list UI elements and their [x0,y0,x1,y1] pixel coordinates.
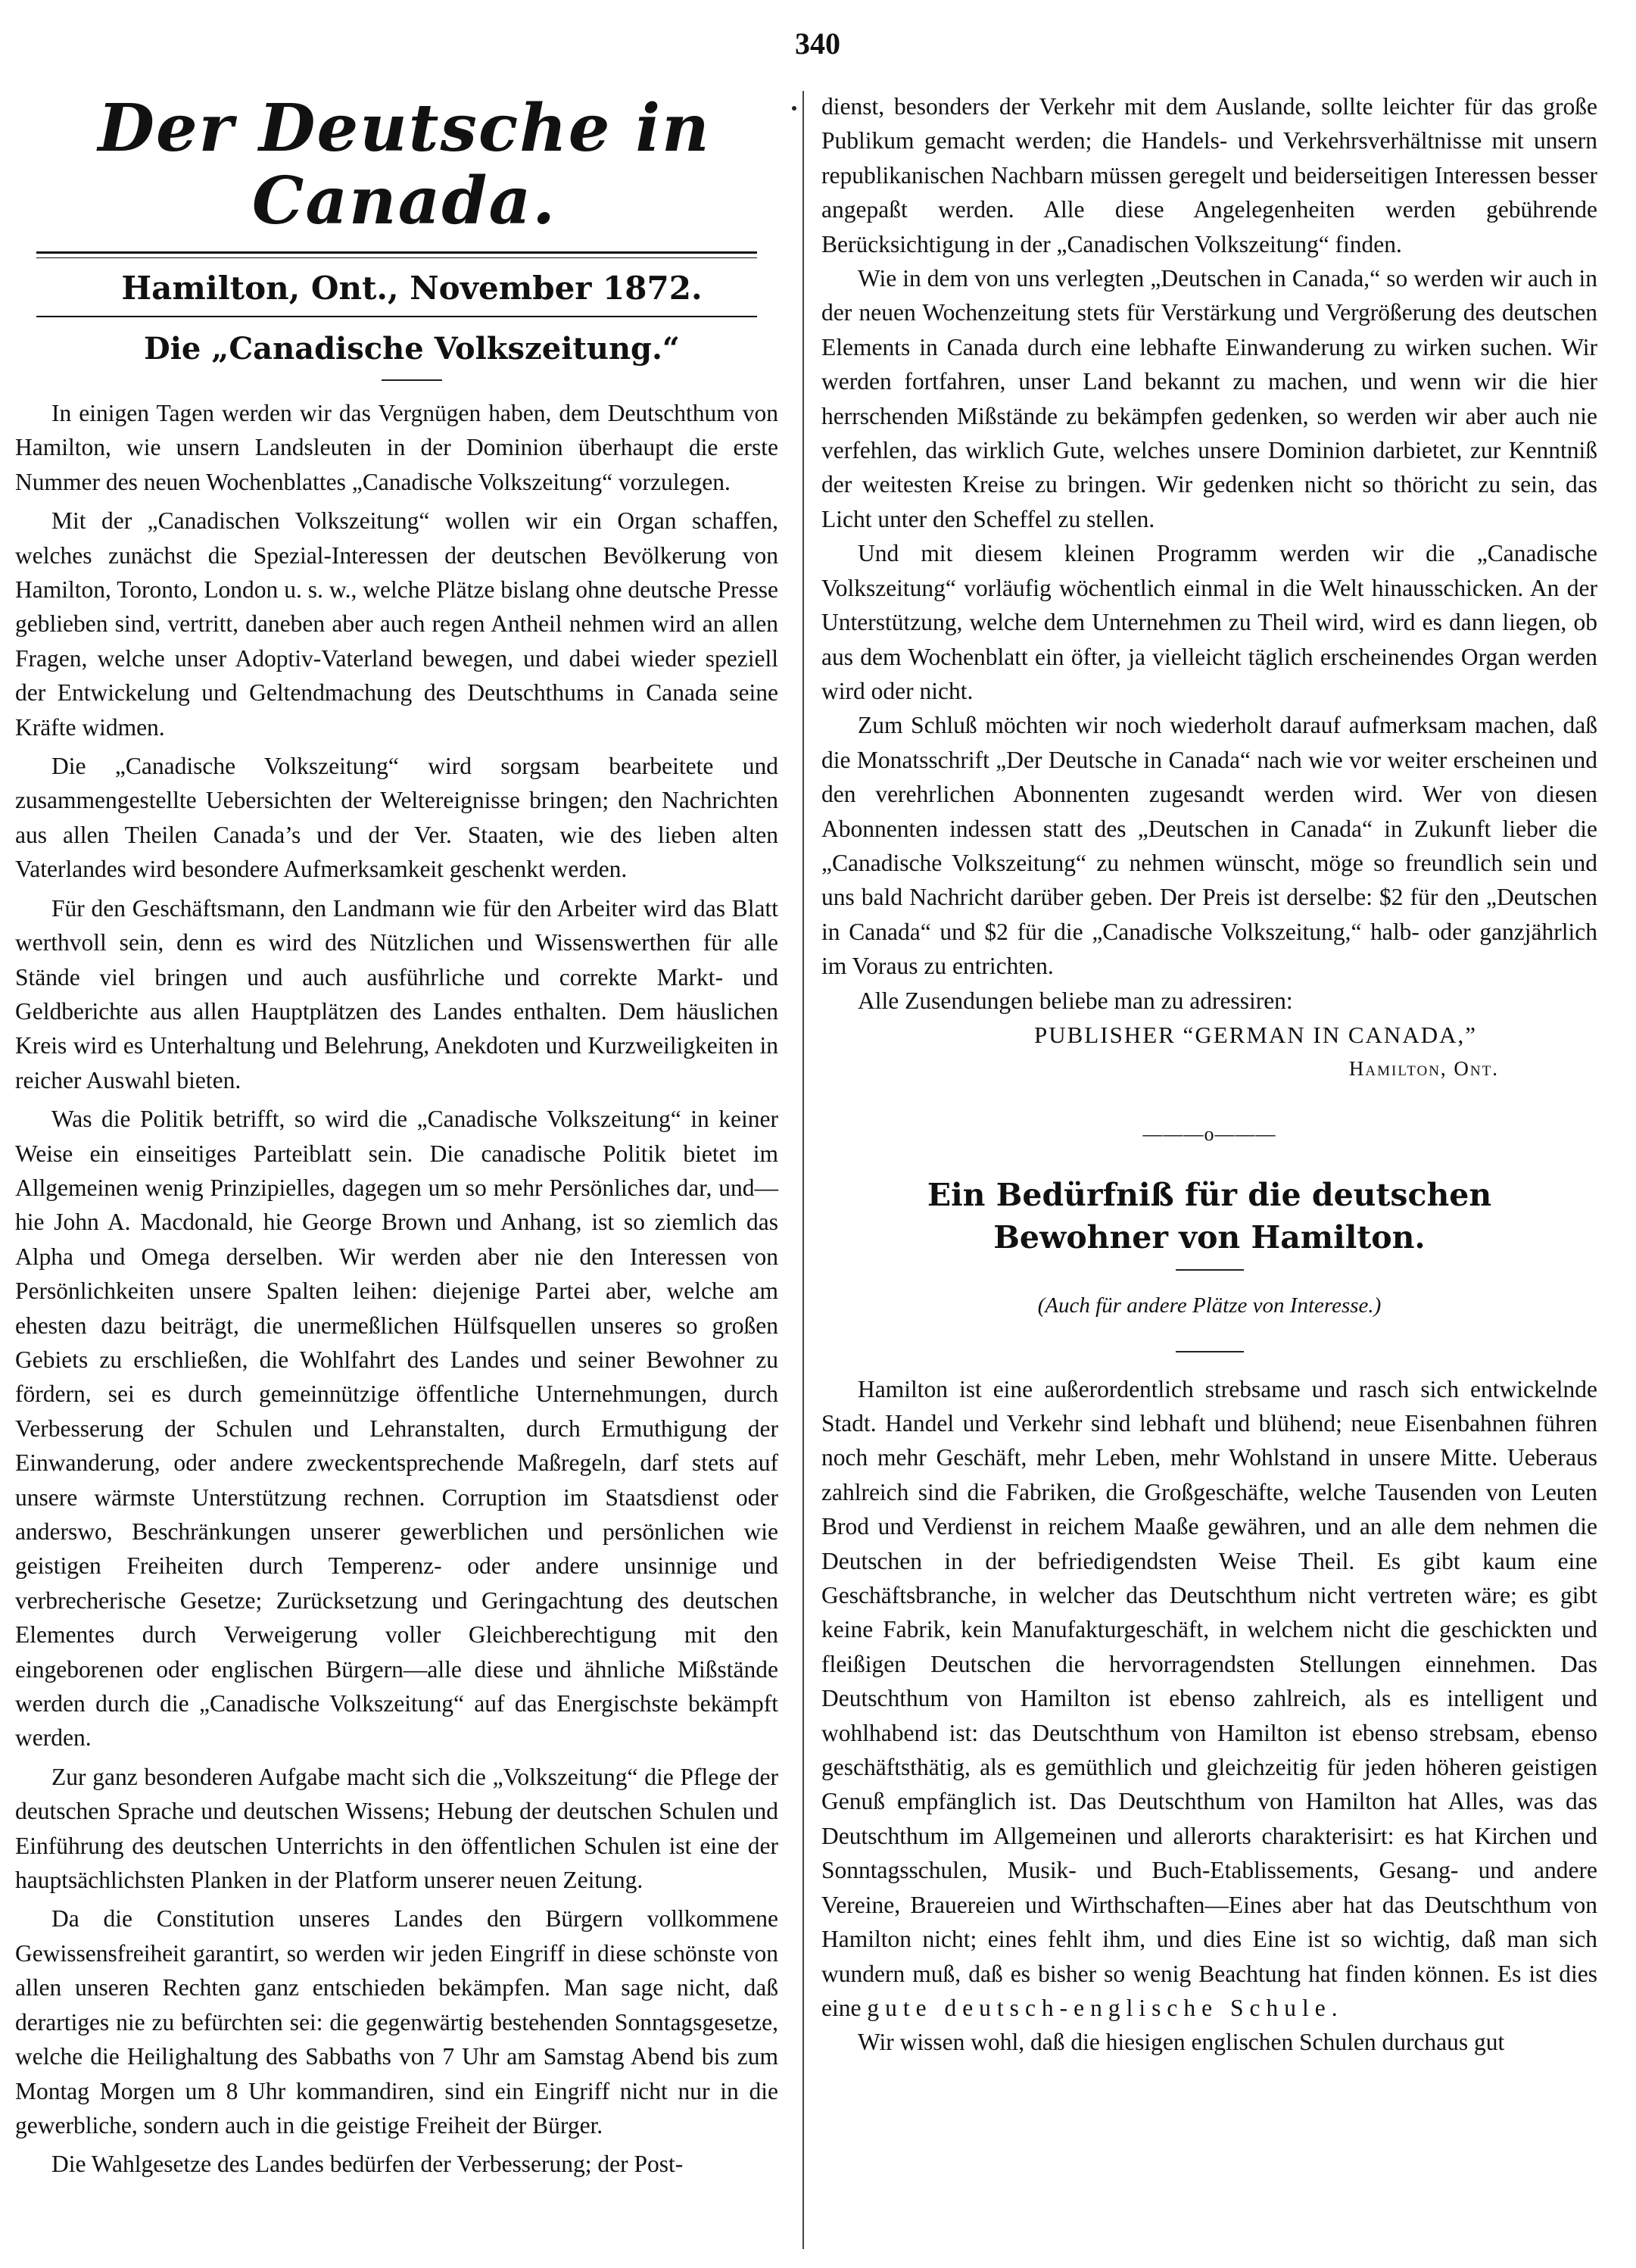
column-divider [802,91,804,2249]
heading-rule [1176,1269,1244,1271]
continued-paragraph: dienst, besonders der Verkehr mit dem Auslande, sollte leichter für das große Publikum gemacht werden; die Handels- und Verkehrsverhältnisse mit unsern republikanischen Nachbarn müssen geregelt und beiderseitigen Interessen besser angepaßt werden. Alle diese Angelegenheiten werden gebührende Berücksichtigung in der „Canadischen Volkszeitung“ finden. [821,93,1597,257]
article-subheading: (Auch für andere Plätze von Interesse.) [1037,1293,1382,1318]
article-heading: Die „Canadische Volkszeitung.“ [144,331,680,367]
article-paragraph: Und mit diesem kleinen Programm werden wir die „Canadische Volkszeitung“ vorläufig wöchentlich einmal in die Welt hinausschicken. An der Unterstützung, welche dem Unternehmen zu Theil wird, wird es dann liegen, ob aus dem Wochenblatt ein öfter, ja vielleicht täglich erscheinendes Organ werden wird oder nicht. [821,540,1597,704]
masthead-rule [36,251,757,258]
article-paragraph: Zum Schluß möchten wir noch wiederholt darauf aufmerksam machen, daß die Monatsschrift „Der Deutsche in Canada“ nach wie vor weiter erscheinen und den verehrlichen Abonnenten zugesandt werden wird. Wer von diesen Abonnenten indessen statt des „Deutschen in Canada“ in Zukunft lieber die „Canadische Volkszeitung“ zu nehmen wünscht, möge so freundlich sein und uns bald Nachricht darüber geben. Der Preis ist derselbe: $2 für den „Deutschen in Canada“ und $2 für die „Canadische Volkszeitung,“ halb- oder ganzjährlich im Voraus zu entrichten. [821,712,1597,980]
publisher-city: Hamilton, Ont. [1348,1057,1499,1081]
publisher-address: PUBLISHER “GERMAN IN CANADA,” [1034,1021,1477,1048]
article-paragraph: Da die Constitution unseres Landes den Bürgern vollkommene Gewissensfreiheit garantirt, so werden wir jeden Eingriff in diese schönste von allen unseren Rechten ganz entschieden bekämpfen. Man sage nicht, daß derartiges nie zu befürchten sei: die gegenwärtig bestehenden Sonntagsgesetze, welche die Heilighaltung des Sabbaths von 7 Uhr am Samstag Abend bis zum Montag Morgen um 8 Uhr kommandiren, sind ein Eingriff nicht nur in die gewerbliche, sondern auch in die geistige Freiheit der Bürger. [15,1905,778,2139]
left-column [15,85,778,2186]
article-paragraph-text: Hamilton ist eine außerordentlich strebsame und rasch sich entwickelnde Stadt. Handel und Verkehr sind lebhaft und blühend; neue Eisenbahnen führen noch mehr Geschäft, mehr Leben, mehr Wohlstand in unsere Mitte. Ueberaus zahlreich sind die Fabriken, die Großgeschäfte, welche Tausenden von Leuten Brod und Verdienst in reichem Maaße gewähren, und an alle dem nehmen die Deutschen in der befriedigendsten Weise Theil. Es gibt kaum eine Geschäftsbranche, in welcher das Deutschthum nicht vertreten wäre; es gibt keine Fabrik, kein Manufakturgeschäft, in welchem nicht die geschickten und fleißigen Deutschen die hervorragendsten Stellungen einnehmen. Das Deutschthum von Hamilton ist ebenso zahlreich, als es intelligent und wohlhabend ist: das Deutschthum von Hamilton ist ebenso strebsam, ebenso geschäftsthätig, als es gemüthlich und gleichzeitig für jeden höheren geistigen Genuß empfänglich ist. Das Deutschthum von Hamilton hat Alles, was das Deutschthum im Allgemeinen und allerorts charakterisirt: es hat Kirchen und Sonntagsschulen, Musik- und Buch-Etablissements, Gesang- und andere Vereine, Brauereien und Wirthschaften—Eines aber hat das Deutschthum von Hamilton nicht; eines fehlt ihm, und dies Eine ist so wichtig, daß man sich wundern muß, daß es bisher so wenig Beachtung hat finden können. Es ist dies eine [821,1375,1597,2021]
dateline: Hamilton, Ont., November 1872. [121,270,703,307]
article-paragraph: Mit der „Canadischen Volkszeitung“ wollen wir ein Organ schaffen, welches zunächst die Spezial-Interessen der deutschen Bevölkerung von Hamilton, Toronto, London u. s. w., welche Plätze bislang ohne deutsche Presse geblieben sind, vertritt, daneben aber auch regen Antheil nehmen wird an allen Fragen, welche unser Adoptiv-Vaterland bewegen, und dabei wieder speziell der Entwickelung und Geltendmachung des Deutschthums in Canada seine Kräfte widmen. [15,507,778,741]
article-paragraph: In einigen Tagen werden wir das Vergnügen haben, dem Deutschthum von Hamilton, wie unsern Landsleuten in der Dominion überhaupt die erste Nummer des neuen Wochenblattes „Canadische Volkszeitung“ vorzulegen. [15,400,778,495]
article-paragraph: Was die Politik betrifft, so wird die „Canadische Volkszeitung“ in keiner Weise ein einseitiges Parteiblatt sein. Die canadische Politik bietet im Allgemeinen wenig Prinzipielles, dagegen um so mehr Persönliches dar, und—hie John A. Macdonald, hie George Brown und Anhang, ist so ziemlich das Alpha und Omega derselben. Wir werden aber nie den Interessen von Persönlichkeiten unsere Spalten leihen: diejenige Partei aber, welche am ehesten dazu beiträgt, die unermeßlichen Hülfsquellen unseres so großen Gebiets zu erschließen, die Wohlfahrt des Landes und seiner Bewohner zu fördern, sei es durch gemeinnützige öffentliche Unternehmungen, durch Verbesserung der Schulen und Lehranstalten, durch Ermuthigung der Einwanderung, oder andere zweckentsprechende Maßregeln, darf stets auf unsere wärmste Unterstützung rechnen. Corruption im Staatsdienst oder anderswo, Beschränkungen unserer gewerblichen und persönlichen wie geistigen Freiheiten durch Temperenz- oder andere unsinnige und verbrecherische Gesetze; Zurücksetzung und Geringachtung des deutschen Elementes durch Verweigerung voller Gleichberechtigung mit den eingeborenen oder englischen Bürgern—alle diese und ähnliche Mißstände werden durch die „Canadische Volkszeitung“ auf das Energischste bekämpft werden. [15,1106,778,1752]
subheading-rule [1176,1351,1244,1352]
spaced-emphasis: gute deutsch-englische Schule. [867,1994,1344,2021]
column-ornament-dot [792,106,796,111]
masthead: Der Deutsche in Canada. [98,90,711,239]
article-paragraph: Die „Canadische Volkszeitung“ wird sorgsam bearbeitete und zusammengestellte Uebersichten der Weltereignisse bringen; den Nachrichten aus allen Theilen Canada’s und der Ver. Staaten, wie des lieben alten Vaterlandes wird besondere Aufmerksamkeit geschenkt werden. [15,753,778,883]
dateline-rule [36,316,757,317]
page-number: 340 [795,27,840,61]
heading-rule [382,379,442,381]
right-column [821,89,1597,2060]
article-paragraph: Zur ganz besonderen Aufgabe macht sich die „Volkszeitung“ die Pflege der deutschen Sprache und deutschen Wissens; Hebung der deutschen Schulen und Einführung des deutschen Unterrichts in den öffentlichen Schulen ist eine der hauptsächlichsten Planken in der Platform unserer neuen Zeitung. [15,1763,778,1894]
article-paragraph: Die Wahlgesetze des Landes bedürfen der Verbesserung; der Post- [51,2151,684,2178]
article-paragraph: Wir wissen wohl, daß die hiesigen englischen Schulen durchaus gut [858,2029,1505,2056]
article-paragraph: Alle Zusendungen beliebe man zu adressiren: [858,987,1293,1014]
article-heading: Ein Bedürfniß für die deutschen Bewohner von Hamilton. [927,1177,1492,1256]
section-ornament: ———o——— [1142,1122,1276,1145]
article-paragraph: Für den Geschäftsmann, den Landmann wie für den Arbeiter wird das Blatt werthvoll sein, denn es wird des Nützlichen und Wissenswerthen für alle Stände viel bringen und auch ausführliche und correkte Markt- und Geldberichte aus allen Hauptplätzen des Landes enthalten. Dem häuslichen Kreis wird es Unterhaltung und Belehrung, Anekdoten und Kurzweiligkeiten in reicher Auswahl bieten. [15,894,778,1093]
article-paragraph: Wie in dem von uns verlegten „Deutschen in Canada,“ so werden wir auch in der neuen Wochenzeitung stets für Verstärkung und Vergrößerung des deutschen Elements in Canada durch eine lebhafte Einwanderung zu wirken suchen. Wir werden fortfahren, unser Land bekannt zu machen, und wenn wir die hier herrschenden Mißstände zu bekämpfen gedenken, so werden wir aber auch nie verfehlen, das wirklich Gute, welches unsere Dominion darbietet, zur Kenntniß der weitesten Kreise zu bringen. Wir gedenken nicht so thöricht zu sein, das Licht unter den Scheffel zu stellen. [821,265,1597,532]
article-paragraph [821,1372,1597,2026]
